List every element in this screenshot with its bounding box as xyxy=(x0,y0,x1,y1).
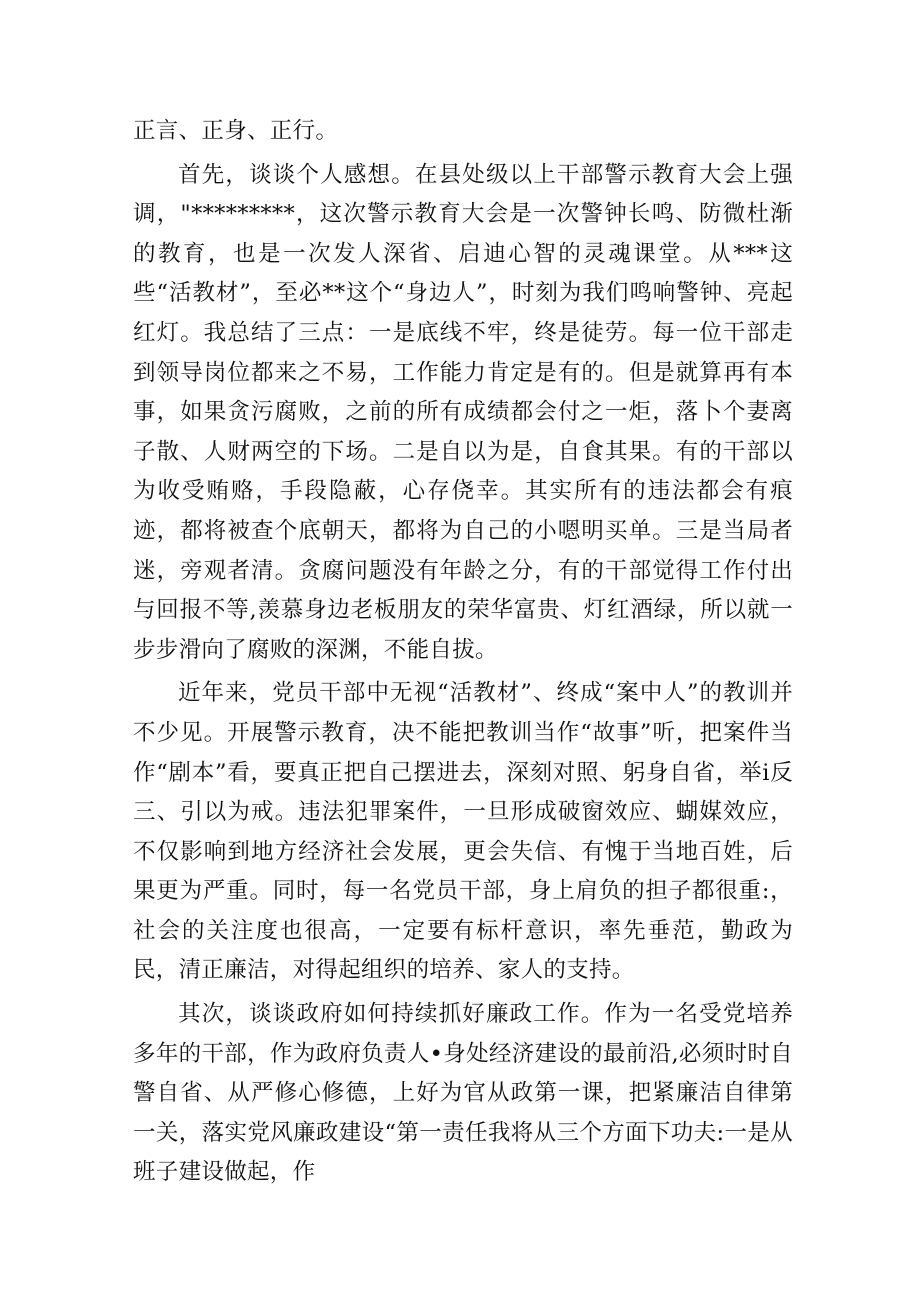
paragraph-personal-reflection: 首先，谈谈个人感想。在县处级以上干部警示教育大会上强调，"*********，这次警示教育大会是一次警钟长鸣、防微杜渐的教育，也是一次发人深省、启迪心智的灵魂课堂。从***这些“活教材”，至必**这个“身边人”，时刻为我们鸣响警钟、亮起红灯。我总结了三点：一是底线不牢，终是徒劳。每一位干部走到领导岗位都来之不易，工作能力肯定是有的。但是就算再有本事，如果贪污腐败，之前的所有成绩都会付之一炬，落卜个妻离子散、人财两空的下场。二是自以为是，自食其果。有的干部以为收受贿赂，手段隐蔽，心存侥幸。其实所有的违法都会有痕迹，都将被查个底朝天，都将为自己的小嗯明买单。三是当局者迷，旁观者清。贪腐问题没有年龄之分，有的干部觉得工作付出与回报不等,羡慕身边老板朋友的荣华富贵、灯红酒绿，所以就一步步滑向了腐败的深渊，不能自拔。 xyxy=(133,161,793,663)
paragraph-warning-education: 近年来，党员干部中无视“活教材”、终成“案中人”的教训并不少见。开展警示教育，决不能把教训当作“故事”听，把案件当作“剧本”看，要真正把自己摆进去，深刻对照、躬身自省，举i反三、引以为戒。违法犯罪案件，一旦形成破窗效应、蝴媒效应，不仅影响到地方经济社会发展，更会失信、有愧于当地百姓，后果更为严重。同时，每一名党员干部，身上肩负的担子都很重:，社会的关注度也很高，一定要有标杆意识，率先垂范，勤政为民，清正廉洁，对得起组织的培养、家人的支持。 xyxy=(133,680,793,984)
document-body xyxy=(133,112,793,1193)
paragraph-continuation: 正言、正身、正行。 xyxy=(133,118,339,144)
paragraph-government-integrity: 其次，谈谈政府如何持续抓好廉政工作。作为一名受党培养多年的干部，作为政府负责人•身处经济建设的最前沿,必须时时自警自省、从严修心修德，上好为官从政第一课，把紧廉洁自律第一关，落实党风廉政建设“第一责任我将从三个方面下功夫:一是从班子建设做起，作 xyxy=(133,1001,793,1186)
